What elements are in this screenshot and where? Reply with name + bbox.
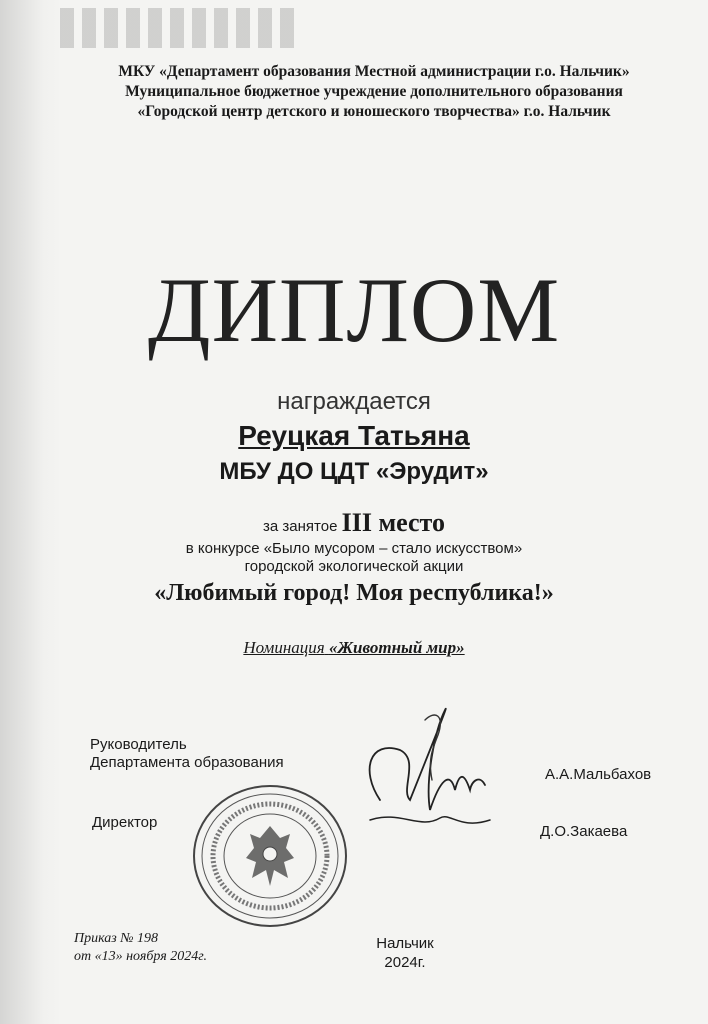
issuer-header xyxy=(70,62,678,122)
nomination-label: Номинация xyxy=(243,638,325,657)
order-date: от «13» ноября 2024г. xyxy=(74,949,208,964)
header-line-1: МКУ «Департамент образования Местной администрации г.о. Нальчик» xyxy=(118,63,630,80)
order-reference xyxy=(74,930,207,966)
diploma-title: ДИПЛОМ xyxy=(147,259,561,361)
scan-artifact xyxy=(60,8,300,48)
signatory-1-role xyxy=(90,736,284,772)
header-line-2: Муниципальное бюджетное учреждение дополнительного образования xyxy=(125,83,623,100)
nomination xyxy=(0,638,708,658)
header-line-3: «Городской центр детского и юношеского творчества» г.о. Нальчик xyxy=(137,103,611,120)
official-seal-icon xyxy=(190,782,350,930)
order-number: Приказ № 198 xyxy=(74,931,158,946)
recipient-name: Реуцкая Татьяна xyxy=(238,420,470,451)
place-and-year xyxy=(360,934,450,972)
signatory-1-role-line-1: Руководитель xyxy=(90,736,187,753)
contest-line-1: в конкурсе «Было мусором – стало искусством» xyxy=(185,540,523,557)
year: 2024г. xyxy=(384,954,426,971)
city: Нальчик xyxy=(376,935,434,952)
signatory-2-name: Д.О.Закаева xyxy=(540,823,628,840)
signatory-2-role: Директор xyxy=(92,814,158,831)
signatory-1-name: А.А.Мальбахов xyxy=(545,766,652,783)
place-prefix: за занятое xyxy=(263,518,338,535)
signatory-1-role-line-2: Департамента образования xyxy=(90,754,284,771)
place-line xyxy=(0,508,708,538)
contest-description xyxy=(0,540,708,576)
contest-line-2: городской экологической акции xyxy=(244,558,464,575)
awarded-text: награждается xyxy=(277,388,431,415)
nomination-value: «Животный мир» xyxy=(328,638,465,657)
handwritten-signature-icon xyxy=(340,690,520,850)
place-value: III место xyxy=(341,508,445,537)
recipient-organization: МБУ ДО ЦДТ «Эрудит» xyxy=(219,458,489,485)
action-title: «Любимый город! Моя республика!» xyxy=(154,580,554,606)
